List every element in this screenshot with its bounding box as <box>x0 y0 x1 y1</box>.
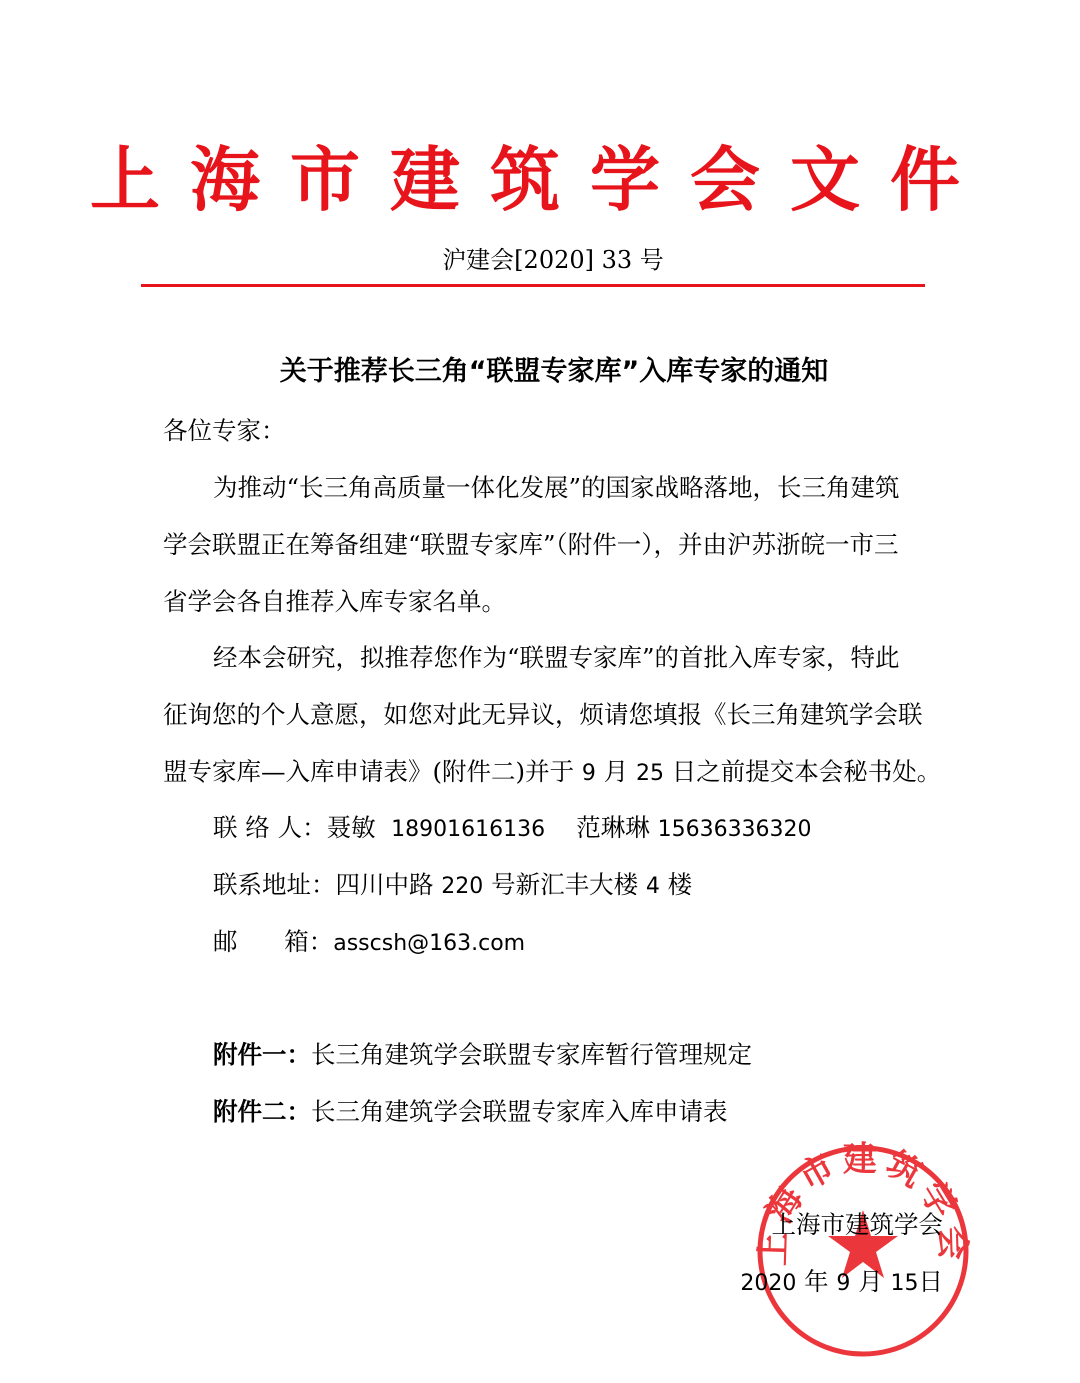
deadline-day: 25 <box>635 761 664 786</box>
signature-year-suffix: 年 <box>796 1267 837 1296</box>
attachment-2 <box>213 1094 1013 1130</box>
signature-month-suffix: 月 <box>850 1267 891 1296</box>
address-mid: 号新汇丰大楼 <box>483 870 646 899</box>
document-title: 关于推荐长三角“联盟专家库”入库专家的通知 <box>279 356 829 387</box>
contact-email-line <box>213 924 1013 962</box>
paragraph2-line3 <box>163 754 963 792</box>
paragraph1-line1: 为推动“长三角高质量一体化发展”的国家战略落地，长三角建筑 <box>213 473 900 502</box>
p2-line3-suffix: 日之前提交本会秘书处。 <box>663 757 942 786</box>
contact2-phone: 15636336320 <box>657 817 812 842</box>
attachment-2-text: 长三角建筑学会联盟专家库入库申请表 <box>311 1097 728 1126</box>
paragraph1-line3: 省学会各自推荐入库专家名单。 <box>163 587 506 616</box>
attachment-2-label: 附件二： <box>213 1097 311 1126</box>
paragraph2-line2: 征询您的个人意愿，如您对此无异议，烦请您填报《长三角建筑学会联 <box>163 700 923 729</box>
signature-year: 2020 <box>740 1271 797 1296</box>
signature-day-suffix: 日 <box>918 1267 943 1296</box>
signature-day: 15 <box>890 1271 919 1296</box>
email-link[interactable]: asscsh@163.com <box>333 931 526 956</box>
attachment-1-label: 附件一： <box>213 1040 311 1069</box>
greeting: 各位专家： <box>163 416 286 445</box>
p2-line3-prefix: 盟专家库—入库申请表》(附件二)并于 <box>163 757 582 786</box>
document-number: 沪建会[2020] 33 号 <box>442 246 664 274</box>
address-number: 220 <box>441 874 484 899</box>
signature-date <box>740 1264 943 1302</box>
address-floor: 4 <box>645 874 660 899</box>
signature-org: 上海市建筑学会 <box>771 1210 943 1239</box>
org-header-title: 上海市建筑学会文件 <box>90 138 990 221</box>
signature-month: 9 <box>836 1271 851 1296</box>
contact2-name: 范琳琳 <box>576 813 650 842</box>
contact1-name: 聂敏 <box>326 813 376 842</box>
address-prefix: 四川中路 <box>335 870 442 899</box>
contact-person-label: 联 络 人： <box>213 813 327 842</box>
header-divider <box>141 284 925 287</box>
contact-address-line <box>213 867 1013 905</box>
address-label: 联系地址： <box>213 870 336 899</box>
email-label: 邮 箱： <box>213 927 334 956</box>
p2-line3-mid: 月 <box>595 757 636 786</box>
contact-person-line <box>213 810 1013 848</box>
deadline-month: 9 <box>581 761 596 786</box>
address-suffix: 楼 <box>659 870 693 899</box>
paragraph2-line1: 经本会研究，拟推荐您作为“联盟专家库”的首批入库专家，特此 <box>213 643 900 672</box>
official-seal <box>752 1140 974 1362</box>
seal-text-path: 上海市建筑学会 <box>753 1140 973 1267</box>
attachment-1 <box>213 1037 1013 1073</box>
attachment-1-text: 长三角建筑学会联盟专家库暂行管理规定 <box>311 1040 752 1069</box>
contact1-phone: 18901616136 <box>391 817 546 842</box>
paragraph1-line2: 学会联盟正在筹备组建“联盟专家库”（附件一），并由沪苏浙皖一市三 <box>163 530 899 559</box>
